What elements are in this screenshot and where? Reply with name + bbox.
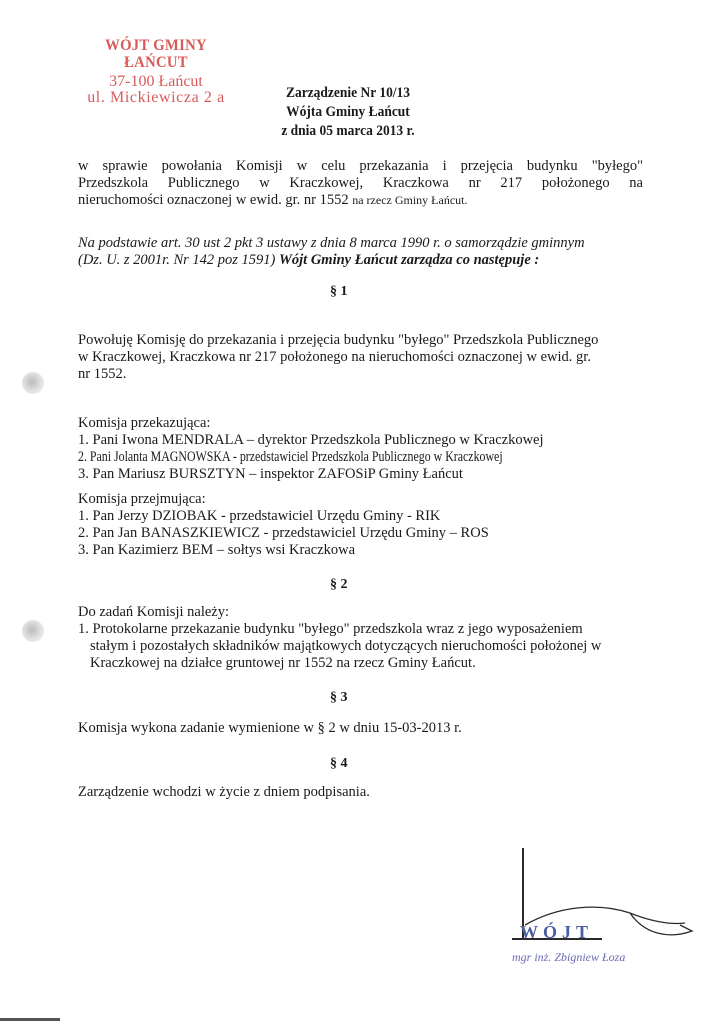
s4-text: Zarządzenie wchodzi w życie z dniem podpisania. [78,784,370,800]
legal-basis-line-2b: Wójt Gminy Łańcut zarządza co następuje : [279,252,540,268]
signatory-name: mgr inż. Zbigniew Łoza [512,950,626,964]
subject-line-2: Przedszkola Publicznego w Kraczkowej, Kraczkowa nr 217 położonego na [78,175,643,191]
s2-intro: Do zadań Komisji należy: [78,604,229,620]
order-number: Zarządzenie Nr 10/13 [285,85,411,101]
handover-member-2 [78,449,596,466]
committee-handover-title: Komisja przekazująca: [78,415,211,431]
handover-member-3: 3. Pan Mariusz BURSZTYN – inspektor ZAFOSiP Gminy Łańcut [78,466,463,482]
scan-edge-line [0,1018,60,1021]
punch-hole-bottom [22,620,44,642]
handover-member-2-text: 2. Pani Jolanta MAGNOWSKA - przedstawiciel Przedszkola Publicznego w Kraczkowej [78,449,503,465]
s2-item-line-2: stałym i pozostałych składników majątkowych dotyczących nieruchomości położonej w [90,638,602,654]
takeover-member-1: 1. Pan Jerzy DZIOBAK - przedstawiciel Urzędu Gminy - RIK [78,508,441,524]
section-1-heading: § 1 [330,284,348,299]
handover-member-1: 1. Pani Iwona MENDRALA – dyrektor Przedszkola Publicznego w Kraczkowej [78,432,544,448]
punch-hole-top [22,372,44,394]
s1-line-2: w Kraczkowej, Kraczkowa nr 217 położonego na nieruchomości oznaczonej w ewid. gr. [78,349,591,365]
stamp-line-1: WÓJT GMINY ŁAŃCUT [105,37,207,71]
legal-basis-line-2a: (Dz. U. z 2001r. Nr 142 poz 1591) [78,252,280,268]
s1-line-1: Powołuję Komisję do przekazania i przejęcia budynku "byłego" Przedszkola Publicznego [78,332,599,348]
section-2-heading: § 2 [330,577,348,592]
section-3-heading: § 3 [330,690,348,705]
stamp-line-2: 37-100 Łańcut [109,72,203,90]
document-header [274,84,423,141]
subject-line-3a: nieruchomości oznaczonej w ewid. gr. nr 1552 [78,192,353,208]
section-4-heading: § 4 [330,756,348,771]
legal-basis-line-1: Na podstawie art. 30 ust 2 pkt 3 ustawy z dnia 8 marca 1990 r. o samorządzie gminnym [78,235,585,251]
s3-text: Komisja wykona zadanie wymienione w § 2 w dniu 15-03-2013 r. [78,720,462,736]
legal-basis-line-2 [78,252,658,269]
subject-line-3 [78,192,643,209]
office-stamp [66,38,246,107]
committee-takeover-title: Komisja przejmująca: [78,491,206,507]
stamp-line-3: ul. Mickiewicza 2 a [87,89,225,107]
takeover-member-2: 2. Pan Jan BANASZKIEWICZ - przedstawiciel Urzędu Gminy – ROS [78,525,489,541]
subject-line-3b: na rzecz Gminy Łańcut. [352,193,468,207]
order-date: z dnia 05 marca 2013 r. [281,122,415,139]
s1-line-3: nr 1552. [78,366,127,382]
subject-line-1: w sprawie powołania Komisji w celu przekazania i przejęcia budynku "byłego" [78,158,643,174]
s2-item-line-3: Kraczkowej na działce gruntowej nr 1552 na rzecz Gminy Łańcut. [90,655,476,671]
issuer: Wójta Gminy Łańcut [286,103,410,120]
takeover-member-3: 3. Pan Kazimierz BEM – sołtys wsi Kraczkowa [78,542,356,558]
s2-item-line-1: 1. Protokolarne przekazanie budynku "byłego" przedszkola wraz z jego wyposażeniem [78,621,583,637]
signature-stamp: WÓJT [520,922,594,942]
